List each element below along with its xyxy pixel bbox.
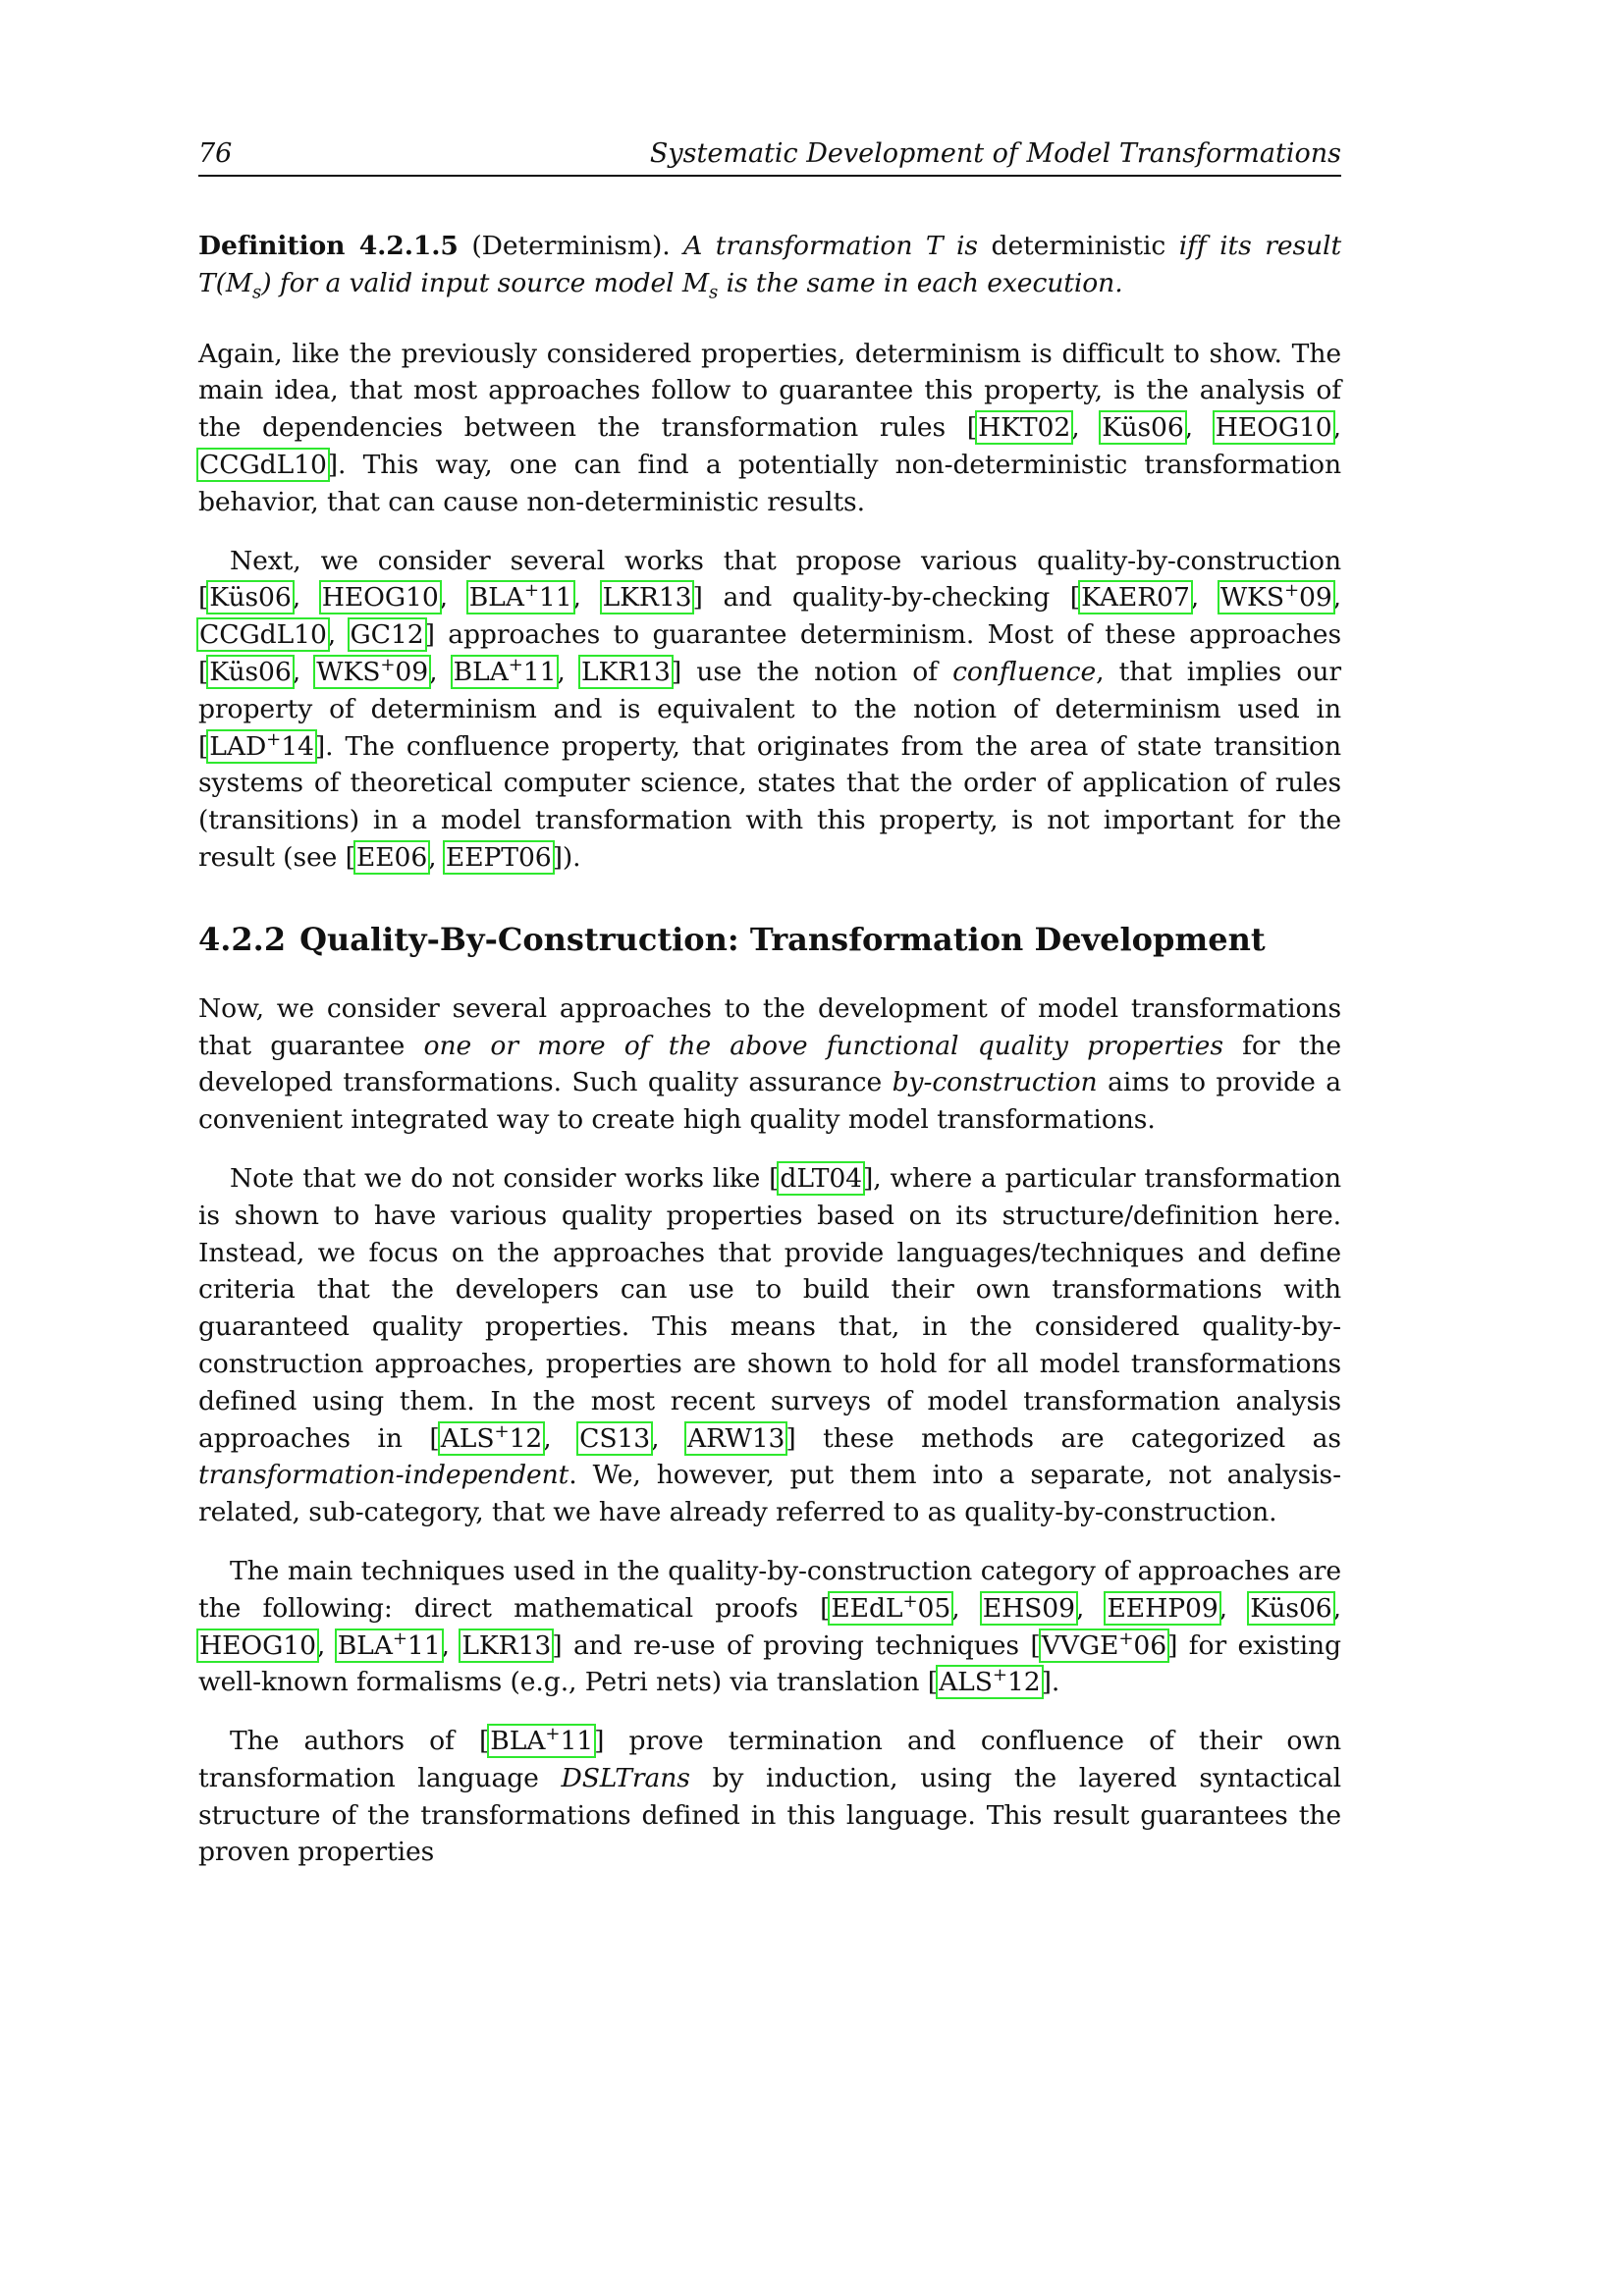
definition-term: deterministic (991, 231, 1166, 261)
citation-link[interactable]: BLA+11 (468, 580, 572, 614)
citation-link[interactable]: CCGdL10 (199, 619, 327, 651)
paragraph-techniques: The main techniques used in the quality-by-construction category of approaches are the following: direct mathematical proofs [EEdL+05, EHS09, EEHP09, Küs06, HEOG10, BLA+11, LKR13] and re-use of proving techniques [VVGE+06] for existing well-known formalisms (e.g., Petri nets) via translation [ALS+12]. (198, 1555, 1341, 1698)
citation-link[interactable]: EHS09 (982, 1592, 1075, 1624)
running-title: Systematic Development of Model Transformations (649, 138, 1341, 169)
citation-link[interactable]: BLA+11 (337, 1628, 441, 1661)
citation-link[interactable]: ALS+12 (939, 1665, 1041, 1698)
citation-link[interactable]: ARW13 (687, 1422, 785, 1454)
citation-link[interactable]: LKR13 (580, 656, 671, 687)
citation-link[interactable]: LKR13 (602, 582, 692, 614)
citation-link[interactable]: EEPT06 (445, 841, 552, 873)
paragraph-dsltrans: The authors of [BLA+11] prove termination and confluence of their own transformation language DSLTrans by induction, using the layered syntactical structure of the transformations defined in this language. This result guarantees the proven properties (198, 1724, 1341, 1868)
paragraph-confluence: Next, we consider several works that propose various quality-by-construction [Küs06, HEOG10, BLA+11, LKR13] and quality-by-checking [KAER07, WKS+09, CCGdL10, GC12] approaches to guarantee determinism. Most of these approaches [Küs06, WKS+09, BLA+11, LKR13] use the notion of confluence, that implies our property of determinism and is equivalent to the notion of determinism used in [LAD+14]. The confluence property, that originates from the area of state transition systems of theoretical computer science, states that the order of application of rules (transitions) in a model transformation with this property, is not important for the result (see [EE06, EEPT06]). (198, 545, 1342, 873)
citation-link[interactable]: VVGE+06 (1041, 1628, 1167, 1661)
citation-link[interactable]: LKR13 (461, 1629, 552, 1661)
paragraph-determinism-intro: Again, like the previously considered properties, determinism is difficult to show. The main idea, that most approaches follow to guarantee this property, is the analysis of the dependencies between the transformation rules [HKT02, Küs06, HEOG10, CCGdL10]. This way, one can find a potentially non-deterministic transformation behavior, that can cause non-deterministic results. (198, 338, 1341, 517)
page-number: 76 (198, 138, 233, 169)
citation-link[interactable]: EEHP09 (1107, 1592, 1218, 1624)
citation-link[interactable]: HKT02 (978, 412, 1071, 444)
citation-link[interactable]: CCGdL10 (199, 449, 327, 480)
running-header (198, 137, 1341, 177)
citation-link[interactable]: CS13 (579, 1422, 651, 1454)
paragraph-overview: Now, we consider several approaches to the development of model transformations that guarantee one or more of the above functional quality properties for the developed transformations. Such quality assurance by-construction aims to provide a convenient integrated way to create high quality model transformations. (198, 992, 1341, 1136)
citation-link[interactable]: Küs06 (209, 656, 292, 687)
citation-link[interactable]: BLA+11 (453, 655, 557, 687)
definition-name: (Determinism). (471, 231, 671, 261)
citation-link[interactable]: Küs06 (1250, 1592, 1332, 1624)
citation-link[interactable]: HEOG10 (321, 582, 439, 614)
citation-link[interactable]: LAD+14 (209, 728, 314, 762)
section-title: Quality-By-Construction: Transformation Development (299, 920, 1266, 958)
citation-link[interactable]: HEOG10 (1215, 412, 1332, 444)
citation-link[interactable]: dLT04 (780, 1162, 862, 1194)
citation-link[interactable]: BLA+11 (490, 1724, 594, 1757)
citation-link[interactable]: GC12 (350, 619, 424, 651)
citation-link[interactable]: ALS+12 (440, 1420, 543, 1454)
paragraph-scope-note: Note that we do not consider works like [dLT04], where a particular transformation is shown to have various quality properties based on its structure/definition here. Instead, we focus on the approaches that provide languages/techniques and define criteria that the developers can use to build their own transformations with guaranteed quality properties. This means that, in the considered quality-by-construction approaches, properties are shown to hold for all model transformations defined using them. In the most recent surveys of model transformation analysis approaches in [ALS+12, CS13, ARW13] these methods are categorized as transformation-independent. We, however, put them into a separate, not analysis-related, sub-category, that we have already referred to as quality-by-construction. (198, 1162, 1341, 1528)
citation-link[interactable]: HEOG10 (199, 1629, 316, 1661)
definition-label: Definition 4.2.1.5 (198, 231, 459, 261)
section-number: 4.2.2 (198, 920, 287, 958)
citation-link[interactable]: KAER07 (1081, 582, 1190, 614)
section-heading (198, 920, 1341, 959)
citation-link[interactable]: EEdL+05 (831, 1590, 951, 1624)
body-text (198, 228, 1341, 1893)
definition-block: Definition 4.2.1.5 (Determinism). A transformation T is deterministic iff its result $T(M_s)$ for a valid input source model $M_s$ is the same in each execution. (198, 231, 1342, 303)
citation-link[interactable]: Küs06 (209, 582, 292, 614)
citation-link[interactable]: Küs06 (1102, 412, 1184, 444)
citation-link[interactable]: WKS+09 (1219, 580, 1332, 614)
citation-link[interactable]: WKS+09 (316, 655, 429, 687)
citation-link[interactable]: EE06 (355, 841, 428, 873)
